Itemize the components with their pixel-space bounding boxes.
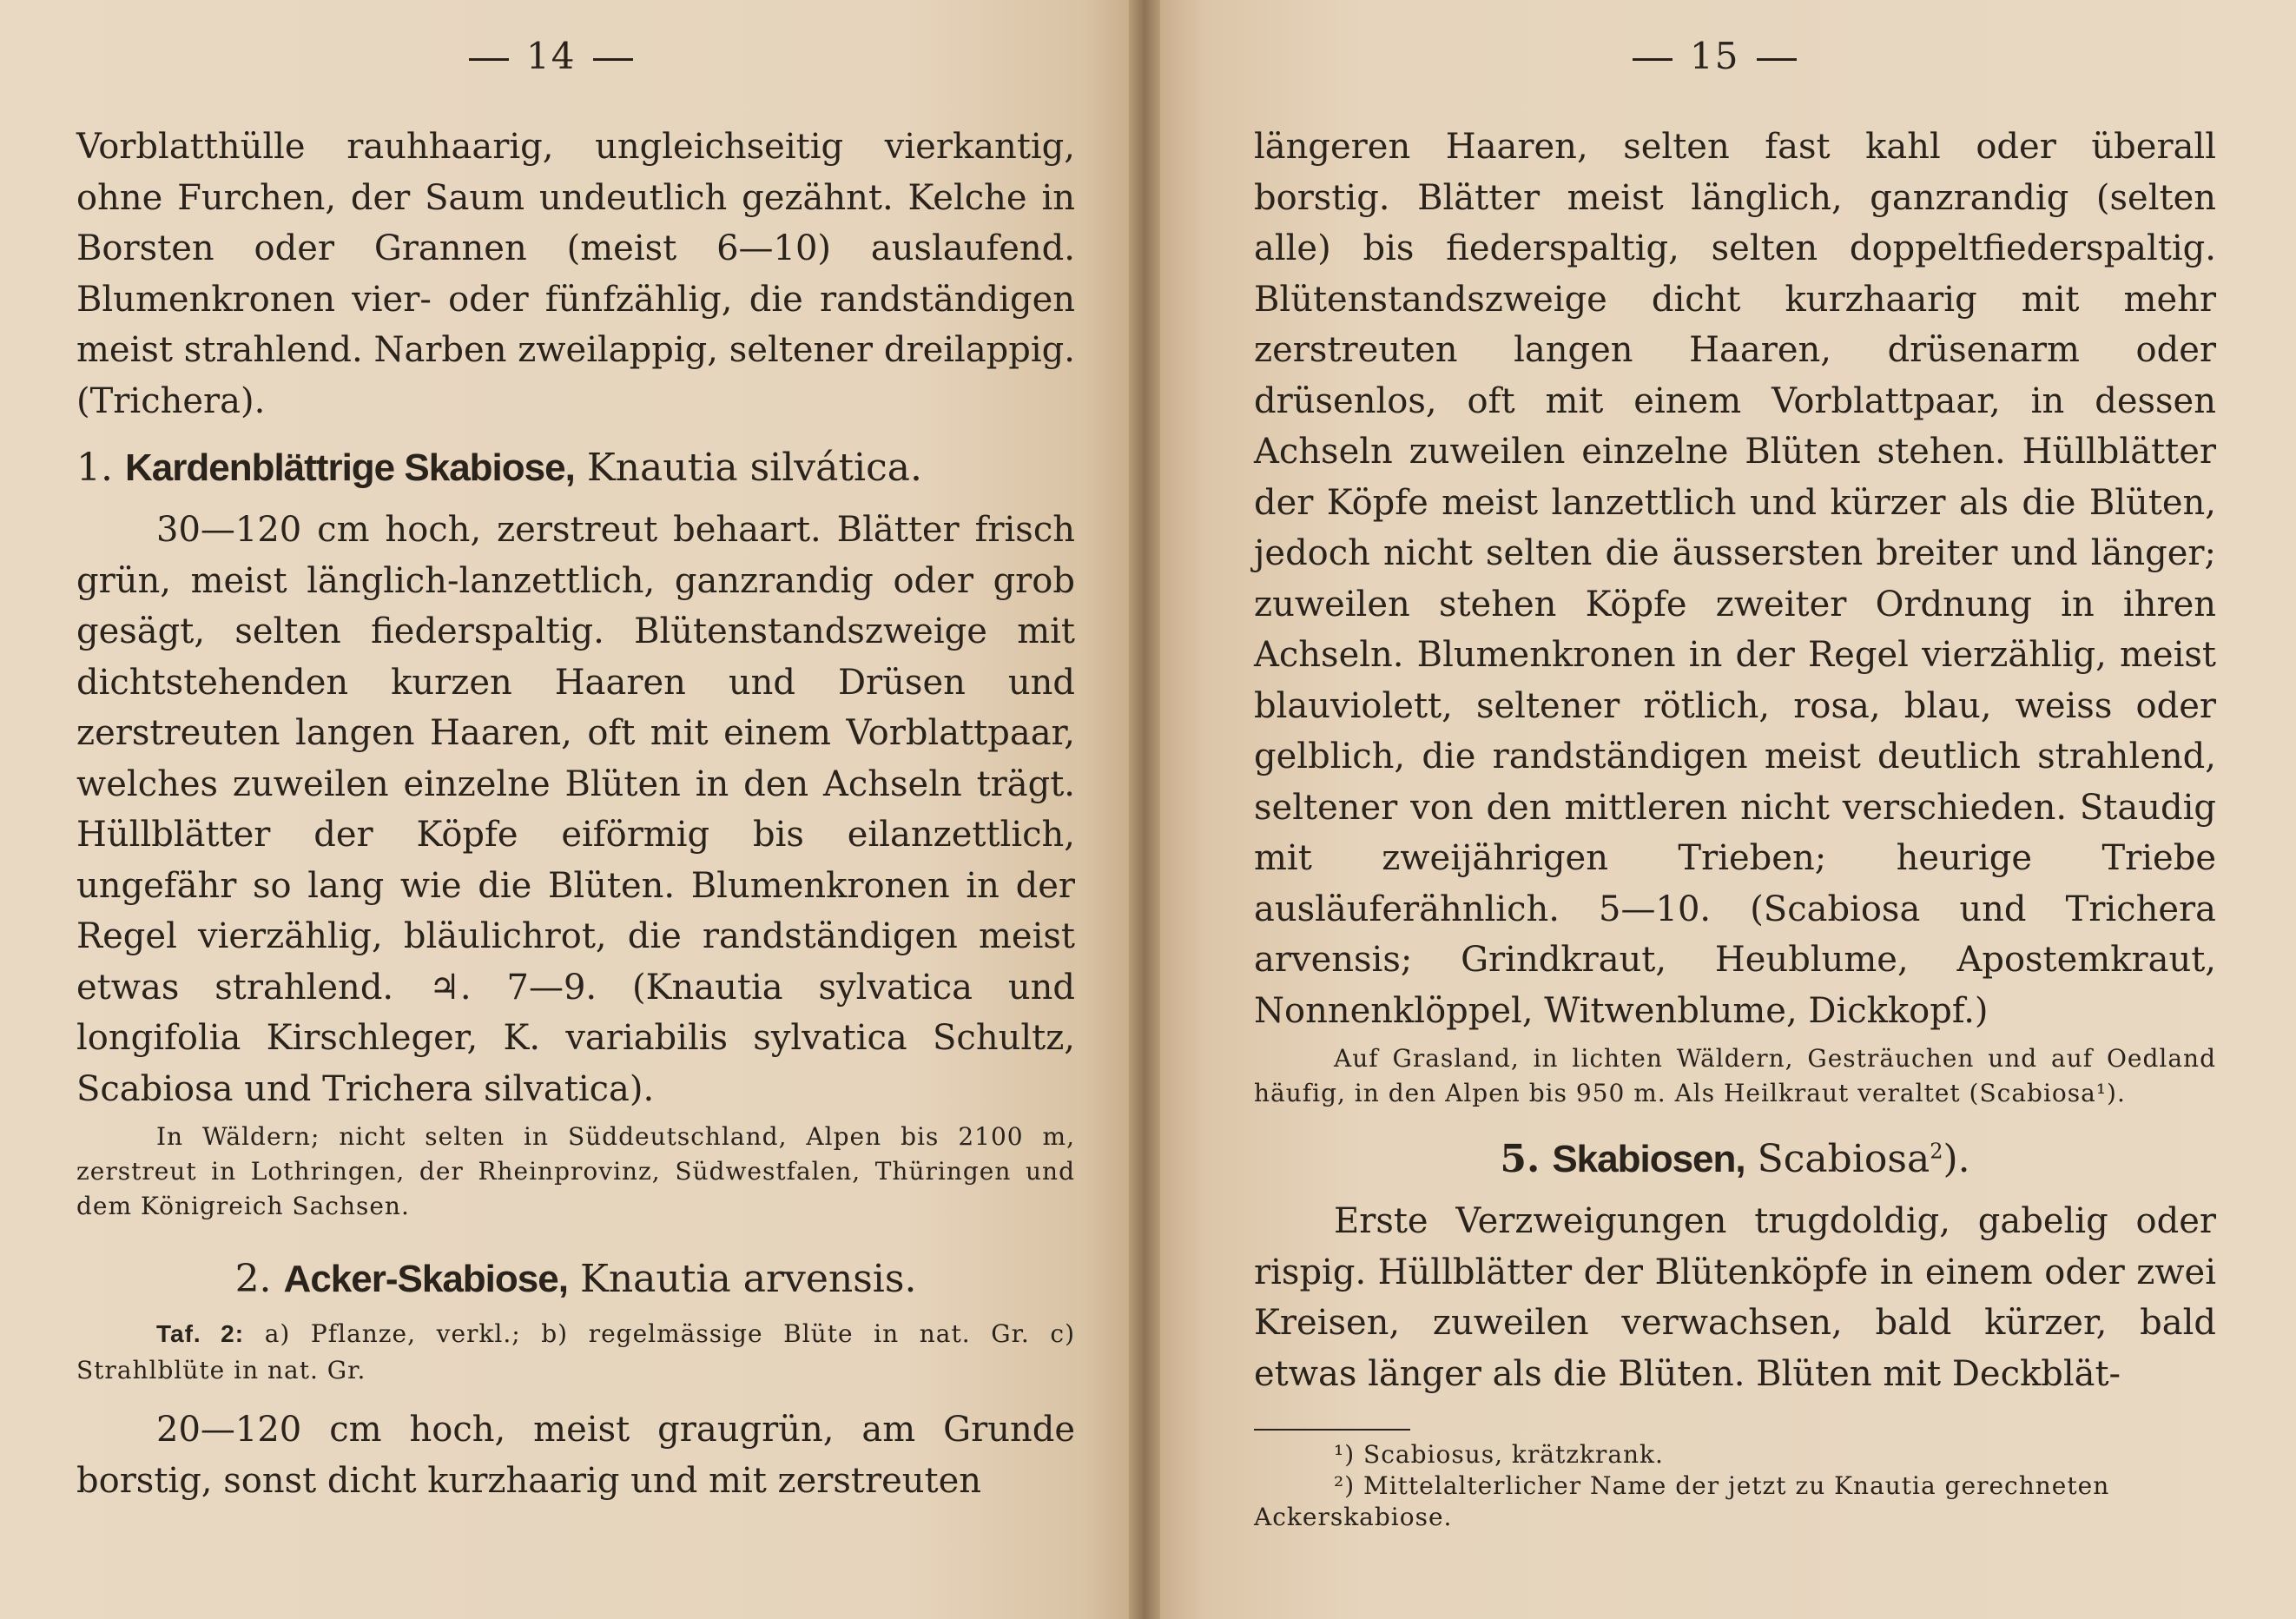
paragraph: Vorblatthülle rauhhaarig, ungleichseitig vierkantig, ohne Furchen, der Saum undeutlich gezähnt. Kelche in Borsten oder Grannen (meist 6—10) auslaufend. Blumenkronen vier- oder fünfzählig, die randständigen meist strahlend. Narben zweilappig, seltener dreilappig. (Trichera). bbox=[76, 127, 1075, 421]
dash bbox=[1633, 58, 1673, 61]
left-page bbox=[0, 0, 1129, 1619]
page-number-text: 14 bbox=[526, 35, 577, 77]
paragraph: Erste Verzweigungen trugdoldig, gabelig oder rispig. Hüllblätter der Blütenköpfe in einem oder zwei Kreisen, zuweilen verwachsen, bald kürzer, bald etwas länger als die Blüten. Blüten mit Deckblät- bbox=[1254, 1201, 2216, 1394]
species-heading-2 bbox=[76, 1253, 1075, 1305]
heading-tail: ). bbox=[1943, 1137, 1970, 1181]
page-number-right bbox=[1615, 35, 1814, 77]
paragraph: 30—120 cm hoch, zerstreut behaart. Blätter frisch grün, meist länglich-lanzettlich, ganzrandig oder grob gesägt, selten fiederspaltig. Blütenstandszweige mit dichtstehenden kurzen Haaren und Drüsen und zerstreuten langen Haaren, oft mit einem Vorblattpaar, welches zuweilen einzelne Blüten in den Achseln trägt. Hüllblätter der Köpfe eiförmig bis eilanzettlich, ungefähr so lang wie die Blüten. Blumenkronen in der Regel vierzählig, bläulichrot, die randständigen meist etwas strahlend. ♃. 7—9. (Knautia sylvatica und longifolia Kirschleger, K. variabilis sylvatica Schultz, Scabiosa und Trichera silvatica). bbox=[76, 510, 1075, 1109]
page-number-left bbox=[452, 35, 650, 77]
habitat-note: Auf Grasland, in lichten Wäldern, Gesträuchen und auf Oedland häufig, in den Alpen bis 950 m. Als Heilkraut veraltet (Scabiosa¹). bbox=[1254, 1044, 2216, 1107]
species-common-name: Acker-Skabiose, bbox=[283, 1258, 568, 1300]
species-heading-1 bbox=[76, 442, 1075, 494]
genus-heading bbox=[1254, 1133, 2216, 1186]
paragraph: 20—120 cm hoch, meist graugrün, am Grunde borstig, sonst dicht kurzhaarig und mit zerstreuten bbox=[76, 1410, 1075, 1501]
genus-number: 5. bbox=[1500, 1137, 1541, 1181]
genus-common-name: Skabiosen, bbox=[1552, 1138, 1745, 1180]
footnote-1: ¹) Scabiosus, krätzkrank. bbox=[1334, 1440, 1664, 1469]
species-number: 2. bbox=[234, 1257, 272, 1301]
habitat-note: In Wäldern; nicht selten in Süddeutschland, Alpen bis 2100 m, zerstreut in Lothringen, der Rheinprovinz, Südwestfalen, Thüringen und dem Königreich Sachsen. bbox=[76, 1122, 1075, 1220]
page-number-text: 15 bbox=[1690, 35, 1740, 77]
dash bbox=[593, 58, 633, 61]
footnote-rule bbox=[1254, 1429, 1410, 1431]
footnote-2: ²) Mittelalterlicher Name der jetzt zu Knautia gerechneten Ackerskabiose. bbox=[1254, 1471, 2110, 1531]
species-latin-name: Knautia silvática. bbox=[586, 446, 922, 490]
left-page-content bbox=[76, 122, 1075, 1506]
dash bbox=[469, 58, 509, 61]
right-page-content bbox=[1254, 122, 2216, 1533]
species-number: 1. bbox=[76, 446, 113, 490]
footnote-marker: 2 bbox=[1930, 1139, 1943, 1164]
plate-label: Taf. 2: bbox=[156, 1320, 245, 1347]
right-page bbox=[1160, 0, 2296, 1619]
plate-text: a) Pflanze, verkl.; b) regelmässige Blüte in nat. Gr. c) Strahlblüte in nat. Gr. bbox=[76, 1319, 1075, 1384]
genus-latin-name: Scabiosa bbox=[1757, 1137, 1930, 1181]
plate-reference bbox=[76, 1316, 1075, 1389]
species-common-name: Kardenblättrige Skabiose, bbox=[124, 446, 575, 489]
dash bbox=[1757, 58, 1797, 61]
species-latin-name: Knautia arvensis. bbox=[579, 1257, 917, 1301]
book-gutter bbox=[1129, 0, 1160, 1619]
paragraph: längeren Haaren, selten fast kahl oder überall borstig. Blätter meist länglich, ganzrandig (selten alle) bis fiederspaltig, selten doppeltfiederspaltig. Blütenstandszweige dicht kurzhaarig mit mehr zerstreuten langen Haaren, drüsenarm oder drüsenlos, oft mit einem Vorblattpaar, in dessen Achseln zuweilen einzelne Blüten stehen. Hüllblätter der Köpfe meist lanzettlich und kürzer als die Blüten, jedoch nicht selten die äussersten breiter und länger; zuweilen stehen Köpfe zweiter Ordnung in ihren Achseln. Blumenkronen in der Regel vierzählig, meist blauviolett, seltener rötlich, rosa, blau, weiss oder gelblich, die randständigen meist deutlich strahlend, seltener von den mittleren nicht verschieden. Staudig mit zweijährigen Trieben; heurige Triebe ausläuferähnlich. 5—10. (Scabiosa und Trichera arvensis; Grindkraut, Heublume, Apostemkraut, Nonnenklöppel, Witwenblume, Dickkopf.) bbox=[1254, 127, 2216, 1031]
